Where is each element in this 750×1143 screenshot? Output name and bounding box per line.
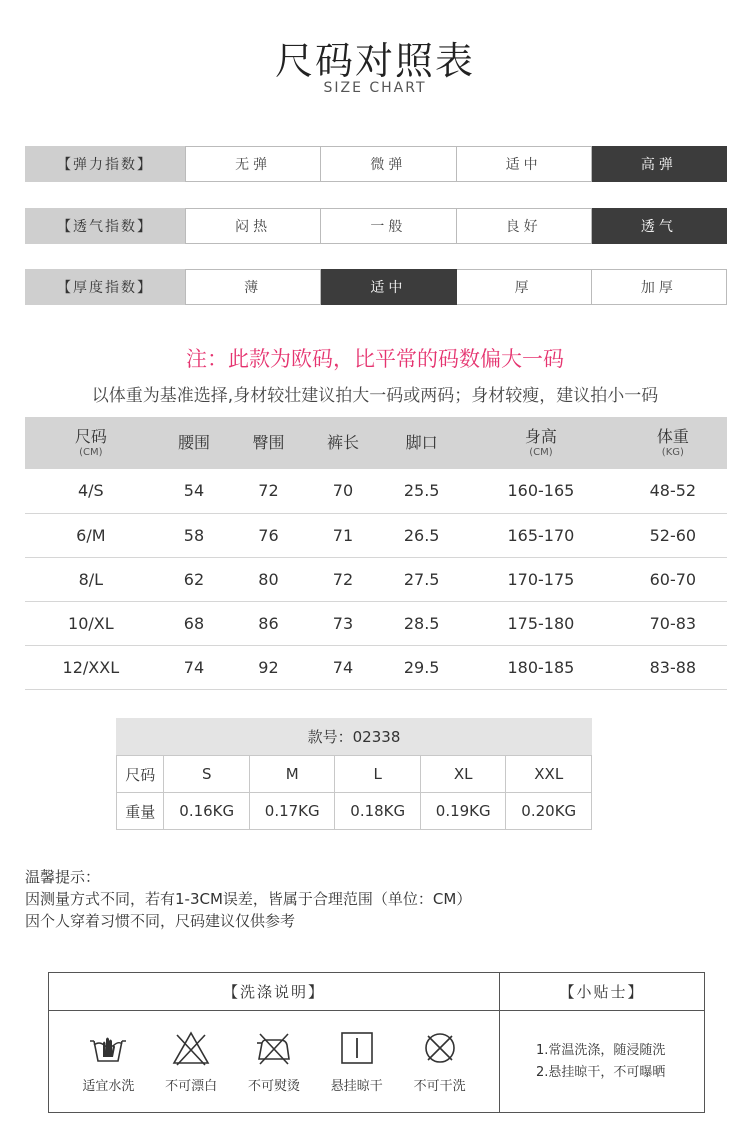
index-label: 【透气指数】 — [25, 208, 185, 244]
wash-icons — [49, 1011, 499, 1112]
weight-table — [116, 755, 592, 830]
header-label: 臀围 — [252, 433, 285, 453]
table-cell: 72 — [306, 557, 381, 601]
index-option-selected: 适中 — [321, 269, 456, 305]
table-cell: 10/XL — [25, 601, 157, 645]
style-number: 款号：02338 — [116, 718, 592, 755]
index-option: 薄 — [185, 269, 321, 305]
small-tips-title: 【小贴士】 — [500, 973, 704, 1011]
table-cell: 6/M — [25, 513, 157, 557]
size-column-header — [25, 417, 157, 469]
table-cell: 58 — [157, 513, 232, 557]
table-cell: 68 — [157, 601, 232, 645]
weight-cell: XXL — [506, 756, 592, 793]
weight-cell: 0.18KG — [335, 793, 421, 830]
table-cell: 80 — [231, 557, 306, 601]
hang-dry-label: 悬挂晾干 — [330, 1079, 383, 1094]
table-cell: 28.5 — [380, 601, 463, 645]
no-iron — [239, 1029, 309, 1094]
weight-cell: 0.19KG — [420, 793, 506, 830]
header-label: 脚口 — [405, 433, 438, 453]
page-title: 尺码对照表 — [274, 39, 475, 83]
index-option: 良好 — [457, 208, 592, 244]
table-row — [25, 469, 727, 513]
table-cell: 54 — [157, 469, 232, 513]
table-cell: 76 — [231, 513, 306, 557]
weight-cell: 0.17KG — [249, 793, 335, 830]
table-cell: 92 — [231, 645, 306, 689]
weight-cell: L — [335, 756, 421, 793]
no-iron-label: 不可熨烫 — [247, 1079, 300, 1094]
table-cell: 71 — [306, 513, 381, 557]
no-bleach-icon — [171, 1029, 211, 1067]
no-iron-icon — [254, 1029, 294, 1067]
index-option: 无弹 — [185, 146, 321, 182]
table-cell: 74 — [306, 645, 381, 689]
index-row-thickness — [25, 269, 727, 305]
size-chart-table — [25, 417, 727, 690]
weight-cell: 重量 — [117, 793, 164, 830]
small-tip-line: 2.悬挂晾干，不可曝晒 — [536, 1064, 666, 1080]
hang-dry-icon — [337, 1029, 377, 1067]
header-label: 腰围 — [177, 433, 210, 453]
table-cell: 12/XXL — [25, 645, 157, 689]
weight-cell: M — [249, 756, 335, 793]
sizing-note: 注：此款为欧码，比平常的码数偏大一码 — [186, 347, 564, 371]
table-cell: 72 — [231, 469, 306, 513]
index-option: 一般 — [321, 208, 456, 244]
size-column-header — [619, 417, 727, 469]
weight-cell: 尺码 — [117, 756, 164, 793]
table-cell: 62 — [157, 557, 232, 601]
weight-cell: S — [164, 756, 250, 793]
index-option: 适中 — [457, 146, 592, 182]
table-cell: 8/L — [25, 557, 157, 601]
weight-cell: 0.16KG — [164, 793, 250, 830]
table-cell: 165-170 — [463, 513, 619, 557]
table-row — [25, 513, 727, 557]
table-cell: 48-52 — [619, 469, 727, 513]
tips-line: 因测量方式不同，若有1-3CM误差，皆属于合理范围（单位：CM） — [25, 890, 472, 908]
weight-size-row — [117, 756, 592, 793]
table-cell: 70 — [306, 469, 381, 513]
wash-title: 【洗涤说明】 — [49, 973, 499, 1011]
tips-line: 因个人穿着习惯不同，尺码建议仅供参考 — [25, 912, 296, 930]
header-unit: (CM) — [529, 447, 553, 459]
no-bleach — [156, 1029, 226, 1094]
table-cell: 25.5 — [380, 469, 463, 513]
table-row — [25, 557, 727, 601]
table-cell: 27.5 — [380, 557, 463, 601]
table-cell: 83-88 — [619, 645, 727, 689]
care-instructions-box — [48, 972, 705, 1113]
weight-chart — [116, 718, 592, 830]
header-label: 身高 — [524, 426, 557, 446]
index-label: 【厚度指数】 — [25, 269, 185, 305]
table-cell: 86 — [231, 601, 306, 645]
small-tip-line: 1.常温洗涤，随浸随洗 — [536, 1042, 666, 1058]
table-cell: 180-185 — [463, 645, 619, 689]
index-option: 厚 — [457, 269, 592, 305]
index-option: 闷热 — [185, 208, 321, 244]
tips-title: 温馨提示： — [25, 868, 101, 886]
wash-instructions — [49, 973, 500, 1112]
table-cell: 175-180 — [463, 601, 619, 645]
table-cell: 160-165 — [463, 469, 619, 513]
hand-wash-icon — [88, 1029, 128, 1067]
size-column-header — [306, 417, 381, 469]
header-unit: (KG) — [661, 447, 684, 459]
header-label: 裤长 — [326, 433, 359, 453]
sizing-advice: 以体重为基准选择,身材较壮建议拍大一码或两码；身材较瘦，建议拍小一码 — [91, 386, 659, 406]
index-row-elasticity — [25, 146, 727, 182]
table-row — [25, 645, 727, 689]
table-cell: 29.5 — [380, 645, 463, 689]
no-dry-clean — [405, 1029, 475, 1094]
hang-dry — [322, 1029, 392, 1094]
index-option: 加厚 — [592, 269, 727, 305]
weight-cell: XL — [420, 756, 506, 793]
weight-cell: 0.20KG — [506, 793, 592, 830]
index-option: 微弹 — [321, 146, 456, 182]
table-cell: 73 — [306, 601, 381, 645]
hand-wash-label: 适宜水洗 — [82, 1079, 135, 1094]
size-column-header — [463, 417, 619, 469]
header-label: 尺码 — [74, 426, 107, 446]
table-cell: 74 — [157, 645, 232, 689]
table-row — [25, 601, 727, 645]
size-column-header — [157, 417, 232, 469]
small-tips-body — [500, 1011, 704, 1112]
index-label: 【弹力指数】 — [25, 146, 185, 182]
index-row-breathability — [25, 208, 727, 244]
table-cell: 60-70 — [619, 557, 727, 601]
small-tips — [500, 973, 704, 1112]
no-dry-clean-icon — [420, 1029, 460, 1067]
table-cell: 70-83 — [619, 601, 727, 645]
table-cell: 26.5 — [380, 513, 463, 557]
header-label: 体重 — [656, 426, 689, 446]
warm-tips — [25, 866, 471, 932]
table-cell: 52-60 — [619, 513, 727, 557]
no-bleach-label: 不可漂白 — [165, 1079, 218, 1094]
table-cell: 4/S — [25, 469, 157, 513]
table-cell: 170-175 — [463, 557, 619, 601]
index-option-selected: 透气 — [592, 208, 727, 244]
size-chart-header — [25, 417, 727, 469]
weight-value-row — [117, 793, 592, 830]
size-column-header — [231, 417, 306, 469]
hand-wash — [73, 1029, 143, 1094]
header-unit: (CM) — [79, 447, 103, 459]
size-column-header — [380, 417, 463, 469]
index-option-selected: 高弹 — [592, 146, 727, 182]
no-dry-clean-label: 不可干洗 — [413, 1079, 466, 1094]
page-subtitle: SIZE CHART — [323, 80, 427, 96]
